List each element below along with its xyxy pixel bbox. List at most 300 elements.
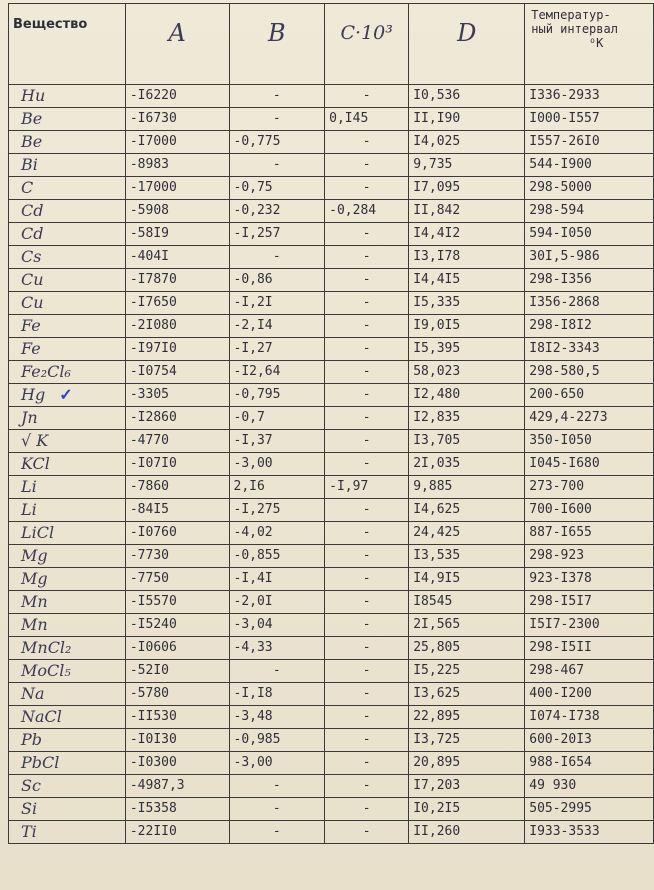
cell-c <box>325 729 409 752</box>
cell-b-text: - <box>272 249 281 264</box>
cell-substance-text: Cd <box>21 224 44 243</box>
cell-substance-text: MnCl₂ <box>21 638 72 657</box>
cell-range <box>525 660 654 683</box>
cell-d <box>409 683 525 706</box>
cell-c-text: - <box>362 663 371 678</box>
cell-range-text: I933-3533 <box>529 824 600 839</box>
cell-d <box>409 200 525 223</box>
cell-c <box>325 384 409 407</box>
cell-d <box>409 614 525 637</box>
cell-range <box>525 453 654 476</box>
cell-a <box>125 292 229 315</box>
cell-d <box>409 246 525 269</box>
cell-b <box>229 614 325 637</box>
cell-b-text: -I,2I <box>233 295 273 310</box>
cell-c <box>325 223 409 246</box>
cell-a <box>125 108 229 131</box>
cell-c-text: - <box>362 617 371 632</box>
cell-substance <box>9 453 126 476</box>
cell-substance <box>9 430 126 453</box>
cell-a-text: -17000 <box>129 180 177 195</box>
cell-d <box>409 177 525 200</box>
cell-a <box>125 798 229 821</box>
cell-substance-text: Cu <box>21 270 44 289</box>
cell-a <box>125 545 229 568</box>
table-row <box>9 131 654 154</box>
cell-a <box>125 499 229 522</box>
cell-substance-text: PbCl <box>21 753 60 772</box>
cell-range <box>525 407 654 430</box>
cell-a-text: -I7650 <box>129 295 177 310</box>
cell-c <box>325 246 409 269</box>
cell-c <box>325 522 409 545</box>
cell-a-text: -I6730 <box>129 111 177 126</box>
cell-a <box>125 338 229 361</box>
cell-b-text: -3,00 <box>233 755 273 770</box>
cell-c <box>325 545 409 568</box>
cell-d-text: I3,625 <box>413 686 461 701</box>
cell-c-text: - <box>362 410 371 425</box>
cell-d-text: I3,I78 <box>413 249 461 264</box>
table-row <box>9 545 654 568</box>
table-row <box>9 269 654 292</box>
cell-c <box>325 706 409 729</box>
cell-c-text: - <box>362 548 371 563</box>
cell-c <box>325 177 409 200</box>
cell-substance <box>9 361 126 384</box>
cell-a <box>125 177 229 200</box>
cell-substance-text: Mg <box>21 546 48 565</box>
cell-a <box>125 683 229 706</box>
cell-c-text: - <box>362 778 371 793</box>
table-row <box>9 821 654 844</box>
cell-a <box>125 476 229 499</box>
cell-c <box>325 752 409 775</box>
cell-d <box>409 361 525 384</box>
cell-a-text: -I0606 <box>129 640 177 655</box>
cell-c <box>325 131 409 154</box>
cell-a-text: -22II0 <box>129 824 177 839</box>
table-row <box>9 407 654 430</box>
cell-range-text: I356-2868 <box>529 295 600 310</box>
cell-a-text: -I5570 <box>129 594 177 609</box>
cell-substance <box>9 683 126 706</box>
cell-c-text: -0,284 <box>329 203 377 218</box>
cell-d <box>409 591 525 614</box>
cell-range-text: 887-I655 <box>529 525 592 540</box>
cell-substance-text: √ K <box>21 431 49 450</box>
cell-range-text: I074-I738 <box>529 709 600 724</box>
cell-b-text: 2,I6 <box>233 479 265 494</box>
cell-d <box>409 729 525 752</box>
cell-substance-text: Be <box>21 109 43 128</box>
cell-d <box>409 660 525 683</box>
table-row <box>9 614 654 637</box>
cell-d-text: 2I,565 <box>413 617 461 632</box>
cell-c <box>325 430 409 453</box>
cell-d-text: I3,725 <box>413 732 461 747</box>
cell-b-text: -I,I8 <box>233 686 273 701</box>
cell-substance-text: Hu <box>21 86 46 105</box>
cell-range <box>525 706 654 729</box>
cell-range <box>525 568 654 591</box>
cell-d-text: I0,2I5 <box>413 801 461 816</box>
cell-c-text: - <box>362 295 371 310</box>
cell-c-text: 0,I45 <box>329 111 369 126</box>
cell-a <box>125 522 229 545</box>
cell-range-text: 988-I654 <box>529 755 592 770</box>
cell-c-text: - <box>362 134 371 149</box>
cell-range <box>525 729 654 752</box>
table-row <box>9 177 654 200</box>
cell-b-text: -I,27 <box>233 341 273 356</box>
cell-b <box>229 453 325 476</box>
cell-a-text: -I0760 <box>129 525 177 540</box>
header-d: D <box>409 4 525 85</box>
cell-a-text: -8983 <box>129 157 169 172</box>
cell-b-text: -3,48 <box>233 709 273 724</box>
cell-d <box>409 108 525 131</box>
cell-d-text: I9,0I5 <box>413 318 461 333</box>
cell-b <box>229 430 325 453</box>
cell-b <box>229 384 325 407</box>
cell-d-text: 25,805 <box>413 640 461 655</box>
cell-a-text: -I97I0 <box>129 341 177 356</box>
cell-c <box>325 614 409 637</box>
cell-b-text: -I,37 <box>233 433 273 448</box>
header-row <box>9 4 654 85</box>
cell-d <box>409 85 525 108</box>
cell-range-text: 298-923 <box>529 548 585 563</box>
cell-a <box>125 453 229 476</box>
cell-range <box>525 177 654 200</box>
cell-b-text: -3,04 <box>233 617 273 632</box>
header-range-line2: ный интервал <box>531 22 618 36</box>
cell-c-text: - <box>362 525 371 540</box>
table-row <box>9 591 654 614</box>
cell-a <box>125 200 229 223</box>
cell-c <box>325 637 409 660</box>
cell-c <box>325 775 409 798</box>
cell-substance-text: Cs <box>21 247 42 266</box>
cell-range-text: I000-I557 <box>529 111 600 126</box>
cell-substance <box>9 775 126 798</box>
cell-d-text: I3,705 <box>413 433 461 448</box>
cell-range <box>525 361 654 384</box>
cell-range-text: 298-I8I2 <box>529 318 592 333</box>
cell-range-text: 298-580,5 <box>529 364 600 379</box>
cell-substance-text: Mg <box>21 569 48 588</box>
cell-c <box>325 292 409 315</box>
cell-a-text: -3305 <box>129 387 169 402</box>
cell-a-text: -I7000 <box>129 134 177 149</box>
cell-a-text: -I2860 <box>129 410 177 425</box>
cell-d <box>409 752 525 775</box>
cell-b-text: -0,855 <box>233 548 281 563</box>
cell-c <box>325 200 409 223</box>
table-row <box>9 292 654 315</box>
cell-substance-text: Mn <box>21 615 48 634</box>
cell-range <box>525 499 654 522</box>
cell-range <box>525 545 654 568</box>
table-row <box>9 338 654 361</box>
cell-c-text: - <box>362 801 371 816</box>
cell-range <box>525 614 654 637</box>
cell-range-text: 298-I5I7 <box>529 594 592 609</box>
cell-b <box>229 223 325 246</box>
cell-b <box>229 499 325 522</box>
cell-range <box>525 798 654 821</box>
cell-c-text: - <box>362 157 371 172</box>
table-row <box>9 522 654 545</box>
cell-a <box>125 154 229 177</box>
table-row <box>9 361 654 384</box>
cell-a <box>125 315 229 338</box>
cell-substance-text: Li <box>21 477 37 496</box>
cell-d-text: I3,535 <box>413 548 461 563</box>
cell-substance-text: Na <box>21 684 45 703</box>
cell-b <box>229 683 325 706</box>
cell-substance <box>9 591 126 614</box>
table-row <box>9 453 654 476</box>
cell-a <box>125 614 229 637</box>
cell-d-text: I2,835 <box>413 410 461 425</box>
table-row <box>9 798 654 821</box>
cell-b-text: -I2,64 <box>233 364 281 379</box>
table-row <box>9 683 654 706</box>
cell-b-text: -0,75 <box>233 180 273 195</box>
cell-range-text: 400-I200 <box>529 686 592 701</box>
cell-c-text: - <box>362 433 371 448</box>
cell-a <box>125 85 229 108</box>
cell-c <box>325 108 409 131</box>
table-row <box>9 499 654 522</box>
cell-substance-text: Cd <box>21 201 44 220</box>
cell-substance-text: Si <box>21 799 38 818</box>
cell-b <box>229 177 325 200</box>
cell-range-text: I5I7-2300 <box>529 617 600 632</box>
cell-substance <box>9 246 126 269</box>
cell-a-text: -58I9 <box>129 226 169 241</box>
cell-c-text: - <box>362 824 371 839</box>
cell-range-text: 429,4-2273 <box>529 410 608 425</box>
header-a: A <box>125 4 229 85</box>
cell-d-text: 2I,035 <box>413 456 461 471</box>
cell-d-text: II,260 <box>413 824 461 839</box>
cell-substance-text: NaCl <box>21 707 62 726</box>
cell-range <box>525 269 654 292</box>
check-mark-icon: ✓ <box>59 385 73 404</box>
cell-d-text: 22,895 <box>413 709 461 724</box>
header-b: B <box>229 4 325 85</box>
cell-b <box>229 752 325 775</box>
cell-range <box>525 223 654 246</box>
cell-range <box>525 522 654 545</box>
cell-b-text: - <box>272 111 281 126</box>
table-row <box>9 154 654 177</box>
header-range-line1: Температур- <box>531 8 611 22</box>
cell-substance <box>9 660 126 683</box>
cell-substance <box>9 637 126 660</box>
cell-d-text: I4,4I2 <box>413 226 461 241</box>
cell-b-text: -4,02 <box>233 525 273 540</box>
cell-c-text: - <box>362 318 371 333</box>
cell-substance-text: Bi <box>21 155 38 174</box>
cell-c <box>325 453 409 476</box>
cell-a <box>125 223 229 246</box>
cell-substance-text: MoCl₅ <box>21 661 71 680</box>
cell-range <box>525 200 654 223</box>
cell-a <box>125 384 229 407</box>
cell-range-text: 298-594 <box>529 203 585 218</box>
table-row <box>9 430 654 453</box>
cell-c <box>325 798 409 821</box>
cell-a <box>125 131 229 154</box>
cell-a <box>125 430 229 453</box>
cell-b-text: -0,7 <box>233 410 265 425</box>
cell-d <box>409 545 525 568</box>
cell-a-text: -4987,3 <box>129 778 185 793</box>
cell-c-text: - <box>362 732 371 747</box>
cell-c <box>325 338 409 361</box>
cell-d <box>409 706 525 729</box>
cell-substance-text: C <box>21 178 34 197</box>
cell-range-text: 700-I600 <box>529 502 592 517</box>
cell-substance <box>9 706 126 729</box>
cell-range <box>525 752 654 775</box>
cell-c-text: - <box>362 571 371 586</box>
cell-d <box>409 637 525 660</box>
cell-substance <box>9 338 126 361</box>
cell-b <box>229 775 325 798</box>
cell-a-text: -7750 <box>129 571 169 586</box>
cell-range <box>525 430 654 453</box>
cell-b-text: -I,4I <box>233 571 273 586</box>
cell-d-text: I5,335 <box>413 295 461 310</box>
cell-range <box>525 85 654 108</box>
cell-substance-text: Fe <box>21 316 41 335</box>
cell-b-text: -0,795 <box>233 387 281 402</box>
cell-b-text: - <box>272 663 281 678</box>
cell-d <box>409 821 525 844</box>
cell-c <box>325 154 409 177</box>
cell-d <box>409 798 525 821</box>
cell-a <box>125 407 229 430</box>
cell-a <box>125 752 229 775</box>
cell-b-text: -I,257 <box>233 226 281 241</box>
cell-range <box>525 775 654 798</box>
cell-substance-text: Fe <box>21 339 41 358</box>
cell-c <box>325 660 409 683</box>
cell-a <box>125 568 229 591</box>
table-row <box>9 752 654 775</box>
cell-a-text: -I0754 <box>129 364 177 379</box>
cell-a-text: -7730 <box>129 548 169 563</box>
cell-a-text: -2I080 <box>129 318 177 333</box>
cell-d-text: I5,395 <box>413 341 461 356</box>
header-range-unit: ᴼK <box>588 36 604 50</box>
cell-substance-text: Fe₂Cl₆ <box>21 362 71 381</box>
header-substance: Вещество <box>9 4 126 85</box>
cell-d <box>409 269 525 292</box>
cell-a-text: -4770 <box>129 433 169 448</box>
cell-d-text: I4,025 <box>413 134 461 149</box>
table-row <box>9 200 654 223</box>
cell-b <box>229 729 325 752</box>
cell-d <box>409 315 525 338</box>
table-row <box>9 384 654 407</box>
table-row <box>9 706 654 729</box>
cell-b-text: - <box>272 778 281 793</box>
cell-b-text: - <box>272 157 281 172</box>
cell-substance-text: Pb <box>21 730 43 749</box>
cell-a-text: -I6220 <box>129 88 177 103</box>
cell-range <box>525 637 654 660</box>
cell-substance <box>9 476 126 499</box>
cell-a-text: -5780 <box>129 686 169 701</box>
cell-b-text: -2,0I <box>233 594 273 609</box>
cell-c-text: - <box>362 686 371 701</box>
cell-a-text: -I0I30 <box>129 732 177 747</box>
cell-b <box>229 315 325 338</box>
cell-substance-text: Jn <box>21 408 38 427</box>
cell-range-text: 594-I050 <box>529 226 592 241</box>
cell-substance <box>9 729 126 752</box>
cell-d-text: I4,625 <box>413 502 461 517</box>
cell-b <box>229 131 325 154</box>
cell-substance <box>9 223 126 246</box>
cell-c-text: - <box>362 249 371 264</box>
cell-b <box>229 154 325 177</box>
table-body <box>9 85 654 844</box>
cell-b <box>229 568 325 591</box>
cell-a <box>125 821 229 844</box>
cell-b <box>229 246 325 269</box>
cell-d-text: 9,885 <box>413 479 453 494</box>
cell-range-text: 298-I5II <box>529 640 592 655</box>
table-row <box>9 775 654 798</box>
cell-range-text: 49 930 <box>529 778 577 793</box>
cell-c <box>325 361 409 384</box>
cell-b-text: -3,00 <box>233 456 273 471</box>
cell-b <box>229 798 325 821</box>
cell-b <box>229 108 325 131</box>
cell-d <box>409 499 525 522</box>
cell-b-text: -2,I4 <box>233 318 273 333</box>
cell-substance <box>9 798 126 821</box>
cell-substance <box>9 200 126 223</box>
cell-substance <box>9 522 126 545</box>
cell-c <box>325 476 409 499</box>
cell-substance <box>9 292 126 315</box>
cell-c-text: - <box>362 640 371 655</box>
cell-b-text: - <box>272 88 281 103</box>
cell-c <box>325 568 409 591</box>
cell-c-text: - <box>362 180 371 195</box>
cell-d-text: 9,735 <box>413 157 453 172</box>
cell-a <box>125 706 229 729</box>
cell-c <box>325 499 409 522</box>
cell-range-text: 298-467 <box>529 663 585 678</box>
cell-range-text: 200-650 <box>529 387 585 402</box>
cell-b-text: -0,775 <box>233 134 281 149</box>
cell-substance-text: Hg <box>21 385 46 404</box>
cell-substance-text: Mn <box>21 592 48 611</box>
cell-b-text: -I,275 <box>233 502 281 517</box>
cell-a-text: -I7870 <box>129 272 177 287</box>
cell-d <box>409 154 525 177</box>
cell-range <box>525 154 654 177</box>
